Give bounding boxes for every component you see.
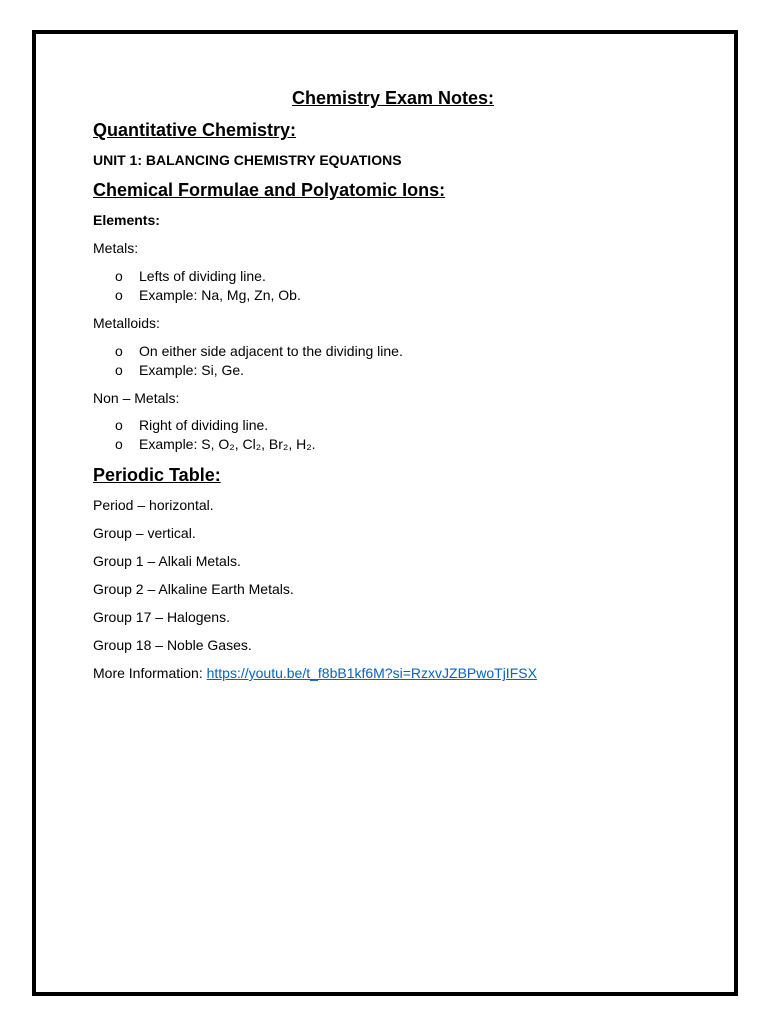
list-item: [115, 361, 713, 380]
heading-periodic-table: Periodic Table:: [93, 465, 221, 485]
list-item: [115, 342, 713, 361]
list-item-text: Right of dividing line.: [139, 417, 269, 433]
list-item-text: Example: S, O₂, Cl₂, Br₂, H₂.: [139, 436, 316, 452]
list-item: [115, 267, 713, 286]
document-body: [93, 86, 713, 682]
bullet-circle-icon: o: [115, 362, 123, 378]
periodic-line-group-1: Group 1 – Alkali Metals.: [93, 553, 241, 569]
youtube-link[interactable]: https://youtu.be/t_f8bB1kf6M?si=RzxvJZBPwoTjIFSX: [206, 665, 537, 681]
list-item: [115, 435, 713, 454]
list-item: [115, 416, 713, 435]
heading-chemical-formulae: Chemical Formulae and Polyatomic Ions:: [93, 180, 446, 200]
list-item: [115, 286, 713, 305]
non-metals-list: [93, 416, 713, 454]
metals-list: [93, 267, 713, 305]
more-information-label: More Information:: [93, 665, 207, 681]
metalloids-list: [93, 342, 713, 380]
bullet-circle-icon: o: [115, 287, 123, 303]
periodic-line-period: Period – horizontal.: [93, 497, 214, 513]
periodic-line-group-18: Group 18 – Noble Gases.: [93, 637, 252, 653]
metalloids-label: Metalloids:: [93, 315, 160, 331]
document-title: Chemistry Exam Notes:: [291, 88, 495, 108]
list-item-text: Lefts of dividing line.: [139, 268, 266, 284]
list-item-text: On either side adjacent to the dividing line.: [139, 343, 403, 359]
heading-quantitative-chemistry: Quantitative Chemistry:: [93, 120, 297, 140]
metals-label: Metals:: [93, 240, 139, 256]
periodic-line-group-17: Group 17 – Halogens.: [93, 609, 230, 625]
bullet-circle-icon: o: [115, 436, 123, 452]
periodic-line-group: Group – vertical.: [93, 525, 196, 541]
bullet-circle-icon: o: [115, 417, 123, 433]
unit-heading: UNIT 1: BALANCING CHEMISTRY EQUATIONS: [93, 152, 402, 168]
non-metals-label: Non – Metals:: [93, 390, 180, 406]
bullet-circle-icon: o: [115, 268, 123, 284]
bullet-circle-icon: o: [115, 343, 123, 359]
more-information-line: [93, 664, 713, 682]
elements-heading: Elements:: [93, 212, 160, 228]
list-item-text: Example: Na, Mg, Zn, Ob.: [139, 287, 301, 303]
list-item-text: Example: Si, Ge.: [139, 362, 245, 378]
periodic-line-group-2: Group 2 – Alkaline Earth Metals.: [93, 581, 294, 597]
